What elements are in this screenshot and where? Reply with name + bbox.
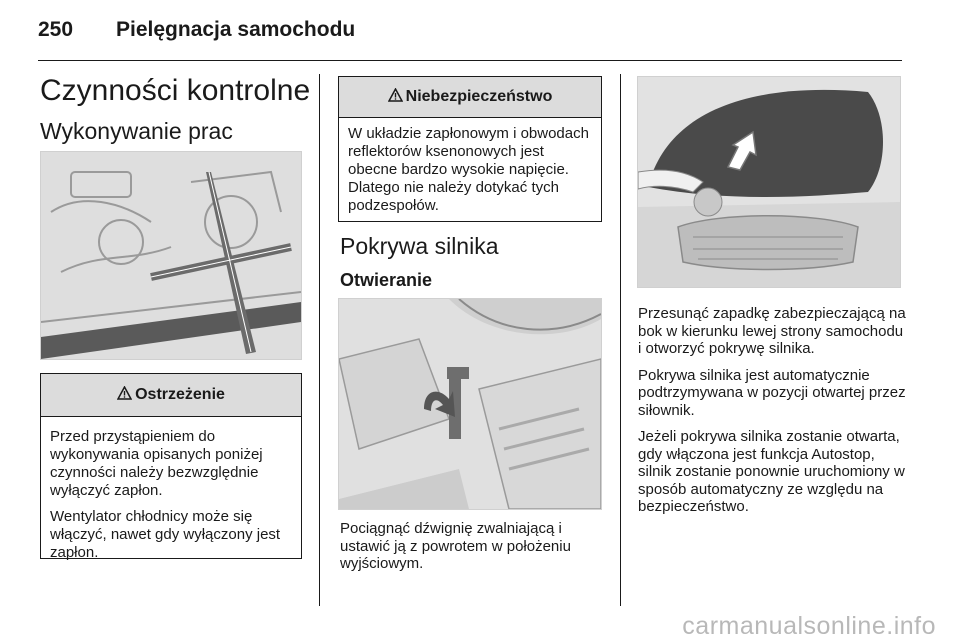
page-number: 250 <box>38 18 74 41</box>
danger-title: Niebezpieczeństwo <box>405 88 553 105</box>
release-lever-illustration <box>338 298 602 510</box>
subsection-title: Wykonywanie prac <box>40 118 233 144</box>
danger-body <box>339 118 601 223</box>
opening-heading: Otwieranie <box>340 270 433 290</box>
warning-triangle-icon <box>117 386 132 405</box>
engine-bay-illustration <box>40 151 302 360</box>
warning-header <box>41 374 301 417</box>
warning-paragraph: Wentylator chłodnicy może się włączyć, nawet gdy wyłączony jest zapłon. <box>50 508 281 561</box>
watermark: carmanualsonline.info <box>682 612 936 640</box>
warning-body <box>41 417 301 570</box>
header-rule <box>38 60 902 61</box>
warning-triangle-icon <box>388 88 403 107</box>
column-divider <box>319 74 320 606</box>
danger-header <box>339 77 601 118</box>
column-divider <box>620 74 621 606</box>
instruction-paragraph: Przesunąć zapadkę zabezpieczającą na bok w kierunku lewej strony samochodu i otworzyć pokrywę silnika. <box>638 305 906 357</box>
release-caption: Pociągnąć dźwignię zwalniającą i ustawić ją z powrotem w położeniu wyjściowym. <box>340 520 571 572</box>
page-header <box>38 18 355 42</box>
warning-title: Ostrzeżenie <box>135 386 225 403</box>
section-title: Czynności kontrolne <box>40 74 311 107</box>
hood-latch-illustration <box>637 76 901 288</box>
chapter-title: Pielęgnacja samochodu <box>116 18 356 41</box>
warning-paragraph: Przed przystąpieniem do wykonywania opisanych poniżej czynności należy bezwzględnie wyłączyć zapłon. <box>50 428 263 499</box>
danger-paragraph: W układzie zapłonowym i obwodach reflektorów ksenonowych jest obecne bardzo wysokie napięcie. Dlatego nie należy dotykać tych podzespołów. <box>348 125 589 214</box>
instruction-paragraph: Pokrywa silnika jest automatycznie podtrzymywana w pozycji otwartej przez siłownik. <box>638 366 906 419</box>
instruction-paragraph: Jeżeli pokrywa silnika zostanie otwarta, gdy włączona jest funkcja Autostop, silnik zostanie ponownie uruchomiony w sposób automatyczny ze względu na bezpieczeństwo. <box>638 428 905 515</box>
right-column-text <box>638 305 906 516</box>
danger-box <box>338 76 602 222</box>
warning-box <box>40 373 302 559</box>
hood-heading: Pokrywa silnika <box>340 233 499 259</box>
